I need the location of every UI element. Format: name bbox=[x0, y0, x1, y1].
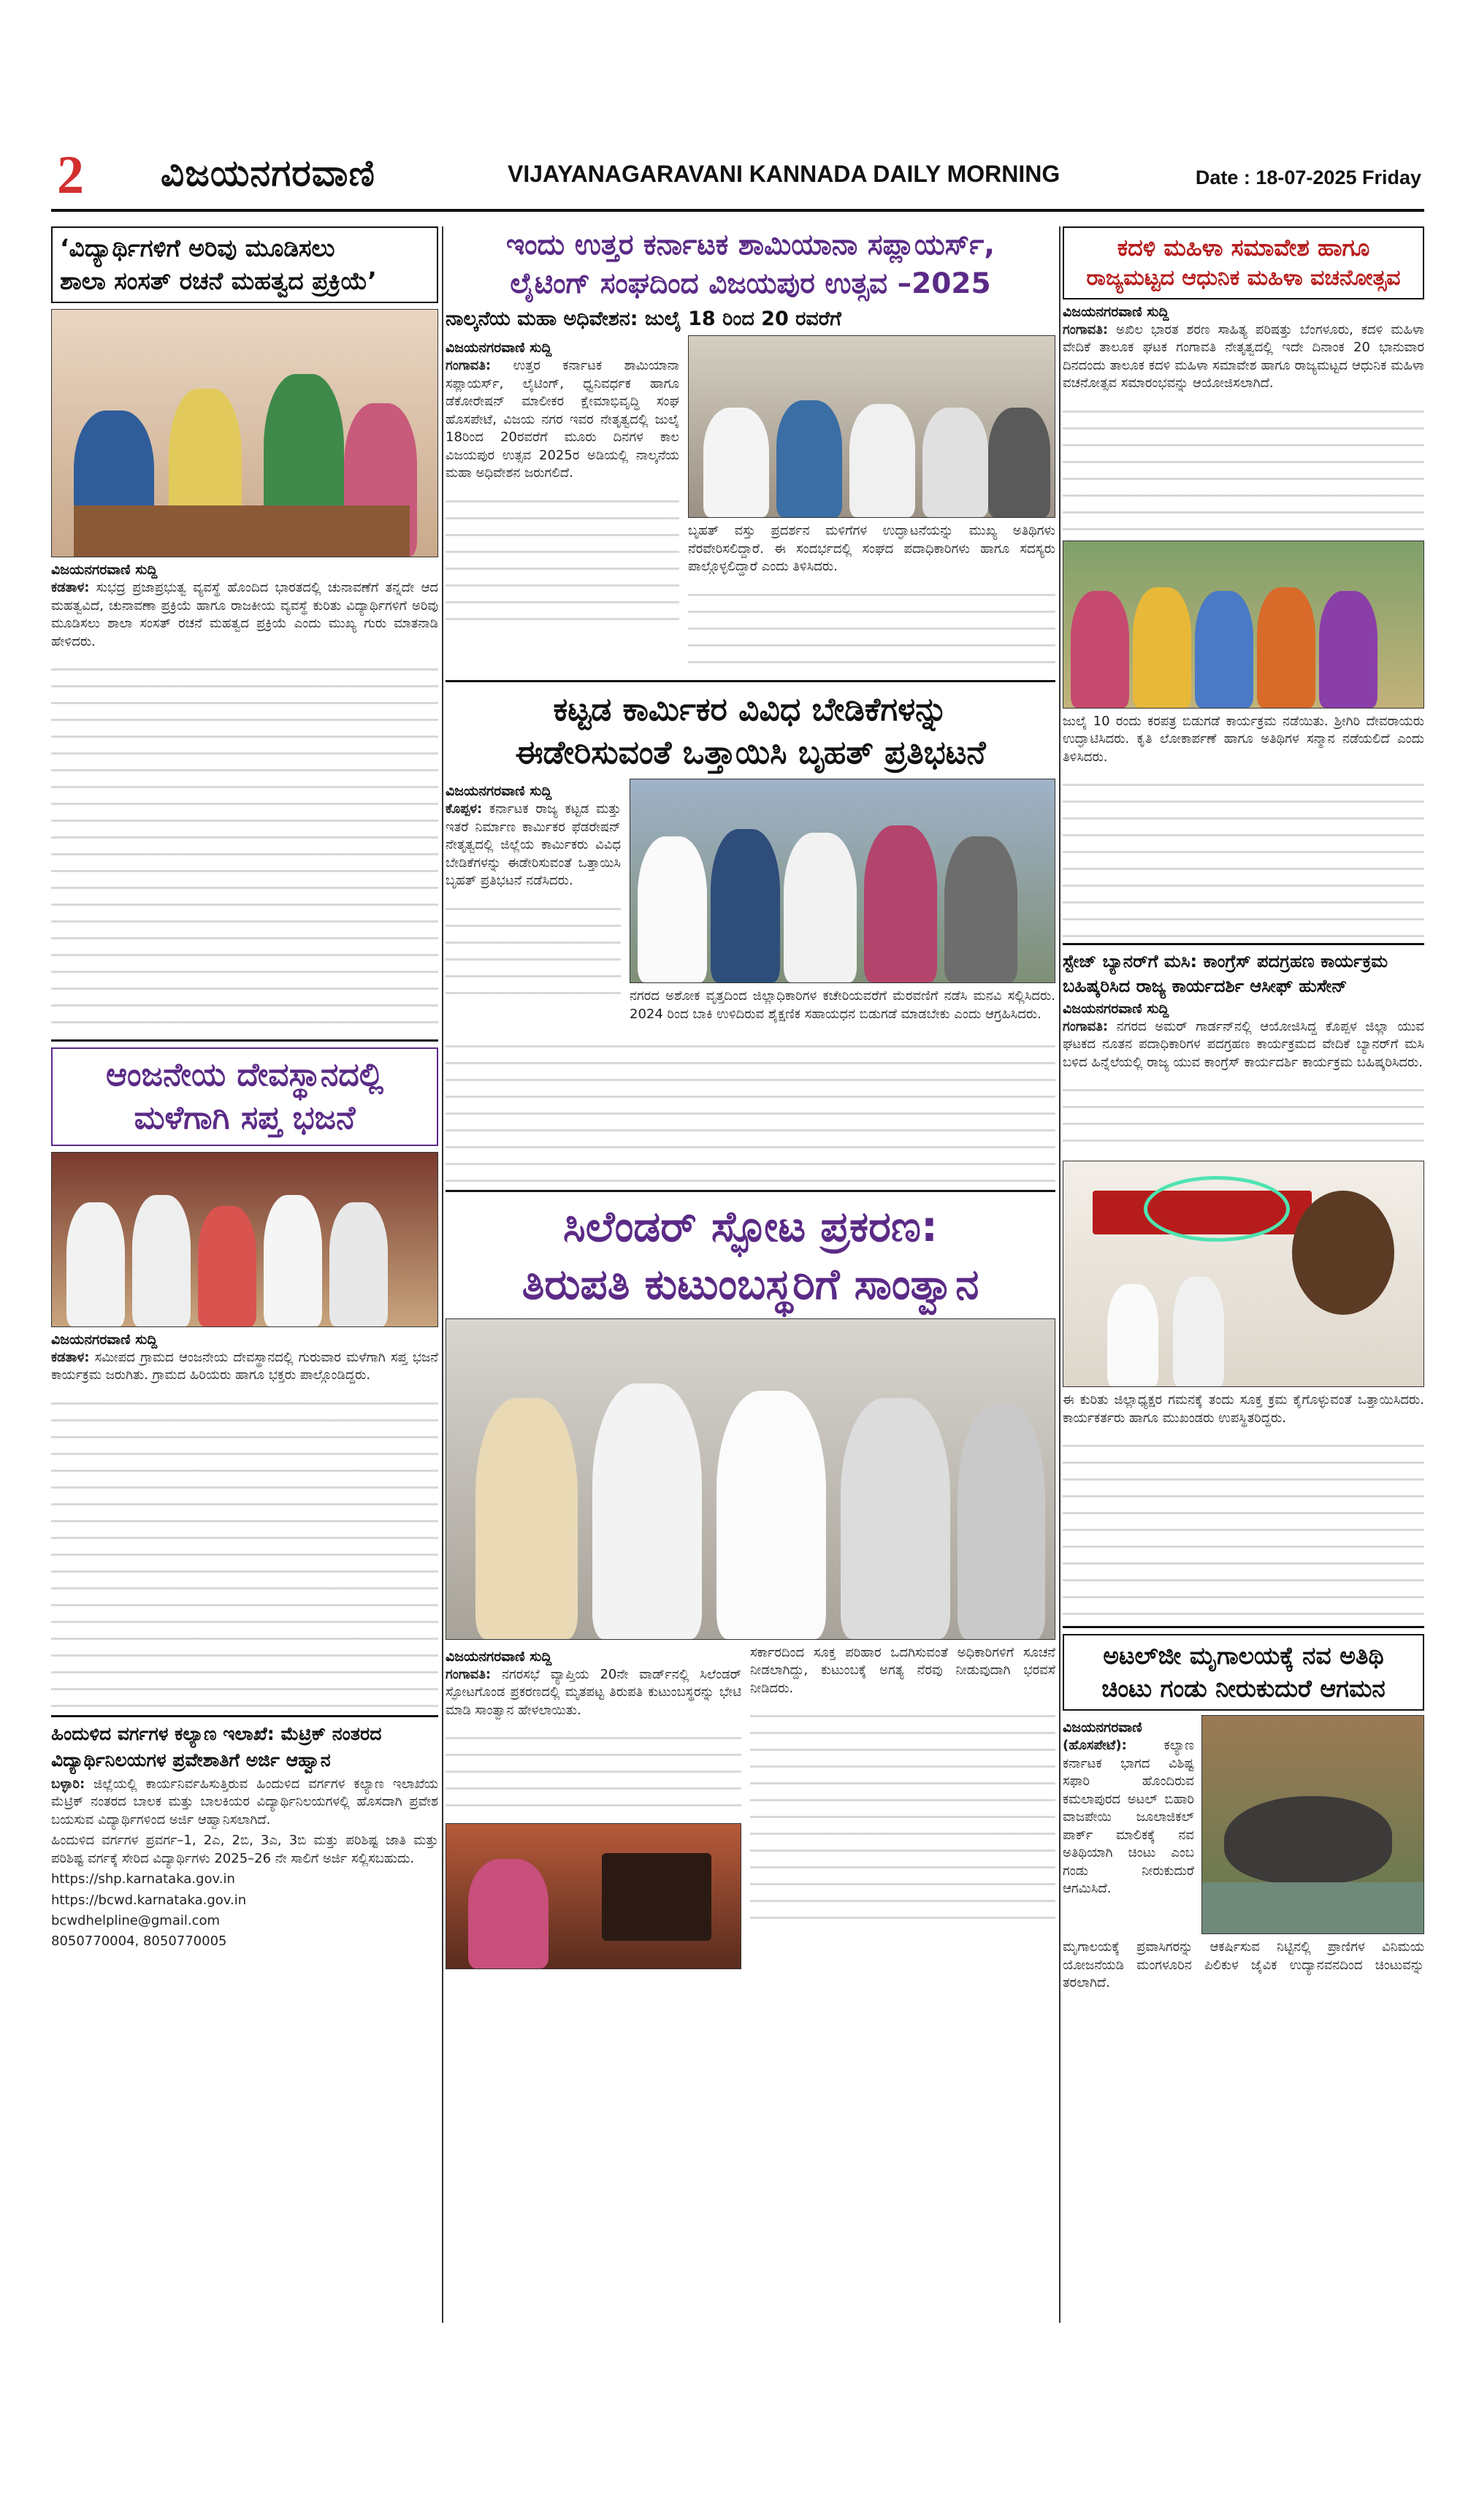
subheadline: ನಾಲ್ಕನೆಯ ಮಹಾ ಅಧಿವೇಶನ: ಜುಲೈ 18 ರಿಂದ 20 ರವರೆಗೆ bbox=[446, 308, 841, 331]
article-byline: ವಿಜಯನಗರವಾಣಿ ಸುದ್ದಿ bbox=[51, 562, 158, 579]
headline-line: ಅಟಲ್‌ಜೀ ಮೃಗಾಲಯಕ್ಕೆ ನವ ಅತಿಥಿ bbox=[1103, 1641, 1384, 1671]
article-body bbox=[630, 988, 1055, 1023]
article-byline: ವಿಜಯನಗರವಾಣಿ bbox=[1063, 1719, 1142, 1736]
article-body bbox=[446, 801, 621, 890]
headline-line: ತಿರುಪತಿ ಕುಟುಂಬಸ್ಥರಿಗೆ ಸಾಂತ್ವಾನ bbox=[521, 1259, 979, 1309]
article-hostel-admission bbox=[51, 1723, 438, 1951]
text-block bbox=[51, 1388, 438, 1709]
article-body bbox=[1063, 713, 1424, 766]
left-column bbox=[51, 226, 438, 1954]
headline-line: ಈಡೇರಿಸುವಂತೆ ಒತ್ತಾಯಿಸಿ ಬೃಹತ್ ಪ್ರತಿಭಟನೆ bbox=[515, 734, 986, 772]
masthead-title-kannada: ವಿಜಯನಗರವಾಣಿ bbox=[161, 152, 375, 194]
article-text: ನಗರದ ಅಮರ್ ಗಾರ್ಡನ್‌ನಲ್ಲಿ ಆಯೋಜಿಸಿದ್ದ ಕೊಪ್ಪಳ ಜಿಲ್ಲಾ ಯುವ ಘಟಕದ ನೂತನ ಪದಾಧಿಕಾರಿಗಳ ಪದಗ್ರಹಣ ಕಾರ್ಯಕ್ರಮದ ವೇದಿಕೆ ಬ್ಯಾನರ್‌ಗೆ ಮಸಿ ಬಳಿದ ಹಿನ್ನೆಲೆಯಲ್ಲಿ ರಾಜ್ಯ ಯುವ ಕಾಂಗ್ರೆಸ್ ಕಾರ್ಯದರ್ಶಿ ಕಾರ್ಯಕ್ರಮ ಬಹಿಷ್ಕರಿಸಿದರು. bbox=[1063, 1018, 1424, 1070]
article-row bbox=[446, 1644, 1055, 1969]
article-byline: ವಿಜಯನಗರವಾಣಿ ಸುದ್ದಿ bbox=[446, 783, 552, 800]
dateline: ಕೊಪ್ಪಳ: bbox=[446, 801, 483, 817]
article-photo bbox=[688, 335, 1055, 518]
article-left-col bbox=[446, 779, 621, 1026]
headline-line: ಇಂದು ಉತ್ತರ ಕರ್ನಾಟಕ ಶಾಮಿಯಾನಾ ಸಪ್ಲಾಯರ್ಸ್, bbox=[505, 229, 995, 261]
text-block bbox=[446, 486, 679, 632]
article-byline: ವಿಜಯನಗರವಾಣಿ ಸುದ್ದಿ bbox=[446, 1649, 552, 1665]
article-vijayapura-utsav bbox=[446, 226, 1055, 674]
headline-line: ಆಂಜನೇಯ ದೇವಸ್ಥಾನದಲ್ಲಿ bbox=[105, 1055, 384, 1093]
dateline: ಗಂಗಾವತಿ: bbox=[446, 358, 492, 374]
headline-line: ಶಾಲಾ ಸಂಸತ್ ರಚನೆ ಮಹತ್ವದ ಪ್ರಕ್ರಿಯೆ’ bbox=[60, 266, 377, 295]
page-number: 2 bbox=[57, 145, 84, 205]
article-text: ಸರ್ಕಾರದಿಂದ ಸೂಕ್ತ ಪರಿಹಾರ ಒದಗಿಸುವಂತೆ ಅಧಿಕಾರಿಗಳಿಗೆ ಸೂಚನೆ ನೀಡಲಾಗಿದ್ದು, ಕುಟುಂಬಕ್ಕೆ ಅಗತ್ಯ ನೆರವು ನೀಡುವುದಾಗಿ ಭರವಸೆ ನೀಡಿದರು. bbox=[750, 1645, 1055, 1696]
article-left-col bbox=[446, 1644, 741, 1969]
article-row bbox=[446, 335, 1055, 673]
masthead-title-rest: KANNADA DAILY MORNING bbox=[742, 161, 1060, 187]
article-body bbox=[1063, 1737, 1194, 1898]
article-school-parliament bbox=[51, 226, 438, 1034]
article-byline: ವಿಜಯನಗರವಾಣಿ ಸುದ್ದಿ bbox=[1063, 1000, 1169, 1017]
headline-box bbox=[51, 1047, 438, 1146]
article-body bbox=[1063, 1391, 1424, 1427]
article-text: ಕಲ್ಯಾಣ ಕರ್ನಾಟಕ ಭಾಗದ ವಿಶಿಷ್ಟ ಸಫಾರಿ ಹೊಂದಿರುವ ಕಮಲಾಪುರದ ಅಟಲ್ ಬಿಹಾರಿ ವಾಜಪೇಯಿ ಜೂಲಾಜಿಕಲ್ ಪಾರ್ಕ್ ಮಾಲಿಕಕ್ಕೆ ನವ ಅತಿಥಿಯಾಗಿ ಚಿಂಟು ಎಂಬ ಗಂಡು ನೀರುಕುದುರೆ ಆಗಮಿಸಿದೆ. bbox=[1063, 1738, 1194, 1897]
article-photo bbox=[446, 1318, 1055, 1640]
article-right-col bbox=[630, 779, 1055, 1026]
article-right-col bbox=[750, 1644, 1055, 1969]
text-block bbox=[750, 1700, 1055, 1920]
article-body bbox=[51, 1349, 438, 1385]
article-congress-banner bbox=[1063, 951, 1424, 1620]
headline-box bbox=[51, 226, 438, 303]
article-row bbox=[1063, 1715, 1424, 1934]
article-body bbox=[688, 522, 1055, 576]
article-row bbox=[446, 779, 1055, 1026]
dateline: ಕಡತಾಳ: bbox=[51, 1349, 90, 1365]
article-body bbox=[1063, 1939, 1424, 1992]
article-body bbox=[51, 1776, 438, 1951]
article-text: ಕರ್ನಾಟಕ ರಾಜ್ಯ ಕಟ್ಟಡ ಮತ್ತು ಇತರೆ ನಿರ್ಮಾಣ ಕಾರ್ಮಿಕರ ಫೆಡರೇಷನ್ ನೇತೃತ್ವದಲ್ಲಿ ಜಿಲ್ಲೆಯ ಕಾರ್ಮಿಕರು ವಿವಿಧ ಬೇಡಿಕೆಗಳನ್ನು ಈಡೇರಿಸುವಂತೆ ಒತ್ತಾಯಿಸಿ ಬೃಹತ್ ಪ್ರತಿಭಟನೆ ನಡೆಸಿದರು. bbox=[446, 801, 621, 889]
masthead-title-bold: VIJAYANAGARAVANI bbox=[508, 161, 743, 187]
text-block bbox=[51, 654, 438, 1034]
center-column bbox=[446, 226, 1055, 1969]
article-right-col bbox=[688, 335, 1055, 673]
article-text: ನಗರಸಭೆ ವ್ಯಾಪ್ತಿಯ 20ನೇ ವಾರ್ಡ್‌ನಲ್ಲಿ ಸಿಲೆಂಡರ್ ಸ್ಫೋಟಗೊಂಡ ಪ್ರಕರಣದಲ್ಲಿ ಮೃತಪಟ್ಟ ತಿರುಪತಿ ಕುಟುಂಬಸ್ಥರನ್ನು ಭೇಟಿ ಮಾಡಿ ಸಾಂತ್ವಾನ ಹೇಳಲಾಯಿತು. bbox=[446, 1667, 741, 1718]
text-block bbox=[1063, 1430, 1424, 1620]
headline-line: ವಿದ್ಯಾರ್ಥಿನಿಲಯಗಳ ಪ್ರವೇಶಾತಿಗೆ ಅರ್ಜಿ ಆಹ್ವಾನ bbox=[51, 1749, 331, 1771]
text-block bbox=[1063, 1074, 1424, 1155]
article-byline: ವಿಜಯನಗರವಾಣಿ ಸುದ್ದಿ bbox=[446, 340, 552, 356]
article-text: ಹಿಂದುಳಿದ ವರ್ಗಗಳ ಪ್ರವರ್ಗ–1, 2ಎ, 2ಬಿ, 3ಎ, 3ಬಿ ಮತ್ತು ಪರಿಶಿಷ್ಟ ಜಾತಿ ಮತ್ತು ಪರಿಶಿಷ್ಟ ವರ್ಗಕ್ಕೆ ಸೇರಿದ ವಿದ್ಯಾರ್ಥಿಗಳು 2025–26 ನೇ ಸಾಲಿಗೆ ಅರ್ಜಿ ಸಲ್ಲಿಸಬಹುದು. bbox=[51, 1833, 438, 1866]
article-text: ಜಿಲ್ಲೆಯಲ್ಲಿ ಕಾರ್ಯನಿರ್ವಹಿಸುತ್ತಿರುವ ಹಿಂದುಳಿದ ವರ್ಗಗಳ ಕಲ್ಯಾಣ ಇಲಾಖೆಯ ಮೆಟ್ರಿಕ್ ನಂತರದ ಬಾಲಕ ಮತ್ತು ಬಾಲಕಿಯರ ವಿದ್ಯಾರ್ಥಿನಿಲಯಗಳಲ್ಲಿ ಹೊಸದಾಗಿ ಪ್ರವೇಶ ಬಯಸುವ ವಿದ್ಯಾರ್ಥಿಗಳಿಂದ ಅರ್ಜಿ ಆಹ್ವಾನಿಸಲಾಗಿದೆ. bbox=[51, 1776, 438, 1828]
column-divider bbox=[1059, 226, 1060, 2323]
article-photo bbox=[1063, 1161, 1424, 1387]
dateline: (ಹೊಸಪೇಟೆ): bbox=[1063, 1738, 1127, 1754]
article-text: ಸುಭದ್ರ ಪ್ರಜಾಪ್ರಭುತ್ವ ವ್ಯವಸ್ಥೆ ಹೊಂದಿದ ಭಾರತದಲ್ಲಿ ಚುನಾವಣೆಗೆ ತನ್ನದೇ ಆದ ಮಹತ್ವವಿದೆ, ಚುನಾವಣಾ ಪ್ರಕ್ರಿಯೆ ಹಾಗೂ ರಾಜಕೀಯ ವ್ಯವಸ್ಥೆ ಕುರಿತು ವಿದ್ಯಾರ್ಥಿಗಳಿಗೆ ಅರಿವು ಮೂಡಿಸಲು ಶಾಲಾ ಸಂಸತ್ ರಚನೆ ಮಹತ್ವದ ಪ್ರಕ್ರಿಯೆ ಎಂದು ಮುಖ್ಯ ಗುರು ಮಾತನಾಡಿ ಹೇಳಿದರು. bbox=[51, 580, 438, 649]
masthead-title-english bbox=[508, 161, 1060, 188]
text-block bbox=[688, 579, 1055, 674]
dateline: ಗಂಗಾವತಿ: bbox=[446, 1667, 492, 1682]
website-url: https://bcwd.karnataka.gov.in bbox=[51, 1892, 247, 1908]
article-kadali-women bbox=[1063, 226, 1424, 937]
dateline: ಗಂಗಾವತಿ: bbox=[1063, 321, 1109, 337]
article-body bbox=[446, 357, 679, 482]
article-text: ಬೃಹತ್ ವಸ್ತು ಪ್ರದರ್ಶನ ಮಳಿಗೆಗಳ ಉದ್ಘಾಟನೆಯನ್ನು ಮುಖ್ಯ ಅತಿಥಿಗಳು ನೆರವೇರಿಸಲಿದ್ದಾರೆ. ಈ ಸಂದರ್ಭದಲ್ಲಿ ಸಂಘದ ಪದಾಧಿಕಾರಿಗಳು ಹಾಗೂ ಸದಸ್ಯರು ಪಾಲ್ಗೊಳ್ಳಲಿದ್ದಾರೆ ಎಂದು ತಿಳಿಸಿದರು. bbox=[688, 523, 1055, 575]
text-block bbox=[1063, 769, 1424, 937]
headline-line: ಬಹಿಷ್ಕರಿಸಿದ ರಾಜ್ಯ ಕಾರ್ಯದರ್ಶಿ ಆಸೀಫ್ ಹುಸೇನ್ bbox=[1063, 975, 1348, 996]
headline-line: ಕಟ್ಟಡ ಕಾರ್ಮಿಕರ ವಿವಿಧ ಬೇಡಿಕೆಗಳನ್ನು bbox=[553, 690, 948, 728]
headline-line: ಚಿಂಟು ಗಂಡು ನೀರುಕುದುರೆ ಆಗಮನ bbox=[1101, 1673, 1386, 1703]
article-cylinder-blast bbox=[446, 1198, 1055, 1969]
dateline: ಕಡತಾಳ: bbox=[51, 580, 90, 596]
article-construction-workers bbox=[446, 688, 1055, 1185]
headline-line: ಹಿಂದುಳಿದ ವರ್ಗಗಳ ಕಲ್ಯಾಣ ಇಲಾಖೆ: ಮೆಟ್ರಿಕ್ ನಂತರದ bbox=[51, 1722, 382, 1744]
article-body bbox=[750, 1644, 1055, 1698]
website-url: https://shp.karnataka.gov.in bbox=[51, 1871, 235, 1887]
headline-line: ಸ್ಟೇಜ್ ಬ್ಯಾನರ್‌ಗೆ ಮಸಿ: ಕಾಂಗ್ರೆಸ್ ಪದಗ್ರಹಣ ಕಾರ್ಯಕ್ರಮ bbox=[1063, 950, 1388, 971]
text-block bbox=[1063, 396, 1424, 535]
article-text: ಸಮೀಪದ ಗ್ರಾಮದ ಆಂಜನೇಯ ದೇವಸ್ಥಾನದಲ್ಲಿ ಗುರುವಾರ ಮಳೆಗಾಗಿ ಸಪ್ತ ಭಜನೆ ಕಾರ್ಯಕ್ರಮ ಜರುಗಿತು. ಗ್ರಾಮದ ಹಿರಿಯರು ಹಾಗೂ ಭಕ್ತರು ಪಾಲ್ಗೊಂಡಿದ್ದರು. bbox=[51, 1349, 438, 1383]
headline-line: ‘ವಿದ್ಯಾರ್ಥಿಗಳಿಗೆ ಅರಿವು ಮೂಡಿಸಲು bbox=[60, 234, 335, 262]
phone-numbers: 8050770004, 8050770005 bbox=[51, 1933, 227, 1950]
newspaper-page bbox=[51, 139, 1424, 2330]
article-body bbox=[446, 1666, 741, 1719]
dateline: ಬಳ್ಳಾರಿ: bbox=[51, 1776, 85, 1792]
article-text: ನಗರದ ಅಶೋಕ ವೃತ್ತದಿಂದ ಜಿಲ್ಲಾಧಿಕಾರಿಗಳ ಕಚೇರಿಯವರೆಗೆ ಮೆರವಣಿಗೆ ನಡೆಸಿ ಮನವಿ ಸಲ್ಲಿಸಿದರು. 2024 ರಿಂದ ಬಾಕಿ ಉಳಿದಿರುವ ಶೈಕ್ಷಣಿಕ ಸಹಾಯಧನ ಬಿಡುಗಡೆ ಮಾಡಬೇಕು ಎಂದು ಆಗ್ರಹಿಸಿದರು. bbox=[630, 988, 1055, 1022]
article-text: ಮೃಗಾಲಯಕ್ಕೆ ಪ್ರವಾಸಿಗರನ್ನು ಆಕರ್ಷಿಸುವ ನಿಟ್ಟಿನಲ್ಲಿ ಪ್ರಾಣಿಗಳ ವಿನಿಮಯ ಯೋಜನೆಯಡಿ ಮಂಗಳೂರಿನ ಪಿಲಿಕುಳ ಜೈವಿಕ ಉದ್ಯಾನವನದಿಂದ ಚಿಂಟುವನ್ನು ತರಲಾಗಿದೆ. bbox=[1063, 1939, 1424, 1991]
right-column bbox=[1063, 226, 1424, 1996]
headline-line: ಸಿಲೆಂಡರ್ ಸ್ಫೋಟ ಪ್ರಕರಣ: bbox=[562, 1202, 939, 1252]
headline-line: ಲೈಟಿಂಗ್ ಸಂಘದಿಂದ ವಿಜಯಪುರ ಉತ್ಸವ –2025 bbox=[510, 267, 991, 300]
text-block bbox=[446, 1031, 1055, 1184]
headline-box bbox=[1063, 226, 1424, 299]
article-photo bbox=[630, 779, 1055, 983]
headline-box bbox=[1063, 1634, 1424, 1711]
article-byline: ವಿಜಯನಗರವಾಣಿ ಸುದ್ದಿ bbox=[51, 1331, 158, 1348]
article-text: ಜುಲೈ 10 ರಂದು ಕರಪತ್ರ ಬಿಡುಗಡೆ ಕಾರ್ಯಕ್ರಮ ನಡೆಯಿತು. ಶ್ರೀಗಿರಿ ದೇವರಾಯರು ಉದ್ಘಾಟಿಸಿದರು. ಕೃತಿ ಲೋಕಾರ್ಪಣೆ ಹಾಗೂ ಅತಿಥಿಗಳ ಸನ್ಮಾನ ನಡೆಯಲಿದೆ ಎಂದು ತಿಳಿಸಿದರು. bbox=[1063, 713, 1424, 765]
text-block bbox=[446, 893, 621, 1003]
article-text: ಈ ಕುರಿತು ಜಿಲ್ಲಾಧ್ಯಕ್ಷರ ಗಮನಕ್ಕೆ ತಂದು ಸೂಕ್ತ ಕ್ರಮ ಕೈಗೊಳ್ಳುವಂತೆ ಒತ್ತಾಯಿಸಿದರು. ಕಾರ್ಯಕರ್ತರು ಹಾಗೂ ಮುಖಂಡರು ಉಪಸ್ಥಿತರಿದ್ದರು. bbox=[1063, 1392, 1424, 1426]
article-left-col bbox=[446, 335, 679, 673]
headline-line: ರಾಜ್ಯಮಟ್ಟದ ಆಧುನಿಕ ಮಹಿಳಾ ವಚನೋತ್ಸವ bbox=[1086, 265, 1401, 291]
article-body bbox=[51, 579, 438, 651]
email-address: bcwdhelpline@gmail.com bbox=[51, 1912, 221, 1928]
article-photo bbox=[51, 1152, 438, 1327]
headline-line: ಕದಳಿ ಮಹಿಳಾ ಸಮಾವೇಶ ಹಾಗೂ bbox=[1117, 234, 1370, 261]
article-text: ಉತ್ತರ ಕರ್ನಾಟಕ ಶಾಮಿಯಾನಾ ಸಪ್ಲಾಯರ್ಸ್, ಲೈಟಿಂಗ್, ಧ್ವನಿವರ್ಧಕ ಹಾಗೂ ಡೆಕೋರೇಷನ್ ಮಾಲೀಕರ ಕ್ಷೇಮಾಭಿವೃದ್ಧಿ ಸಂಘ ಹೊಸಪೇಟೆ, ವಿಜಯ ನಗರ ಇವರ ನೇತೃತ್ವದಲ್ಲಿ ಜುಲೈ 18ರಿಂದ 20ರವರೆಗೆ ಮೂರು ದಿನಗಳ ಕಾಲ ವಿಜಯಪುರ ಉತ್ಸವ 2025ರ ಅಡಿಯಲ್ಲಿ ನಾಲ್ಕನೆಯ ಮಹಾ ಅಧಿವೇಶನ ಜರುಗಲಿದೆ. bbox=[446, 358, 679, 481]
column-divider bbox=[442, 226, 443, 2323]
article-right-col bbox=[1201, 1715, 1424, 1934]
article-byline: ವಿಜಯನಗರವಾಣಿ ಸುದ್ದಿ bbox=[1063, 303, 1169, 320]
issue-date: Date : 18-07-2025 Friday bbox=[1195, 167, 1421, 188]
article-photo bbox=[446, 1823, 741, 1969]
article-photo bbox=[1201, 1715, 1424, 1934]
article-photo bbox=[1063, 541, 1424, 709]
article-anjaneya-temple bbox=[51, 1047, 438, 1709]
article-zoo-hippo bbox=[1063, 1634, 1424, 1993]
article-body bbox=[1063, 321, 1424, 393]
dateline: ಗಂಗಾವತಿ: bbox=[1063, 1018, 1109, 1034]
article-text: ಅಖಿಲ ಭಾರತ ಶರಣ ಸಾಹಿತ್ಯ ಪರಿಷತ್ತು ಬೆಂಗಳೂರು, ಕದಳಿ ಮಹಿಳಾ ವೇದಿಕೆ ತಾಲೂಕ ಘಟಕ ಗಂಗಾವತಿ ನೇತೃತ್ವದಲ್ಲಿ ಇದೇ ದಿನಾಂಕ 20 ಭಾನುವಾರ ದಿನದಂದು ತಾಲೂಕ ಕದಳಿ ಮಹಿಳಾ ಸಮಾವೇಶ ಹಾಗೂ ರಾಜ್ಯಮಟ್ಟದ ಆಧುನಿಕ ಮಹಿಳಾ ವಚನೋತ್ಸವ ಸಮಾರಂಭವನ್ನು ಆಯೋಜಿಸಲಾಗಿದೆ. bbox=[1063, 321, 1424, 392]
masthead bbox=[51, 139, 1424, 212]
article-body bbox=[1063, 1018, 1424, 1072]
headline-line: ಮಳೆಗಾಗಿ ಸಪ್ತ ಭಜನೆ bbox=[134, 1099, 356, 1137]
text-block bbox=[446, 1722, 741, 1817]
article-photo bbox=[51, 309, 438, 557]
article-left-col bbox=[1063, 1715, 1194, 1934]
